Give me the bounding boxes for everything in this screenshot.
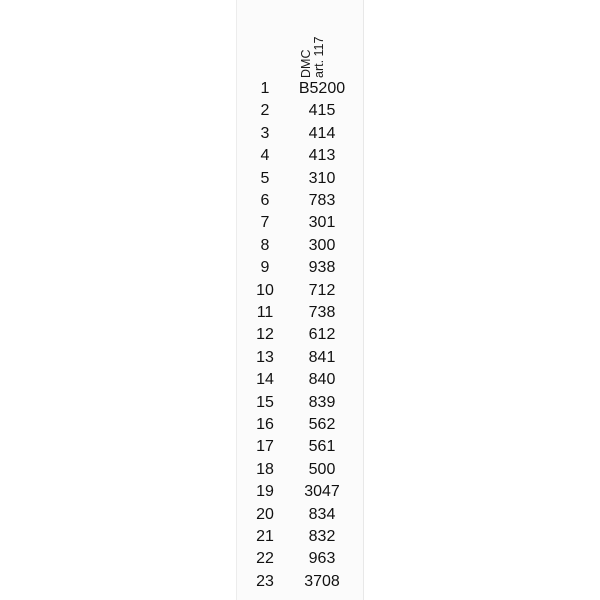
thread-code: 841 bbox=[308, 348, 336, 366]
row-number: 8 bbox=[260, 236, 270, 254]
row-number: 3 bbox=[260, 124, 270, 142]
thread-code: 832 bbox=[308, 528, 336, 545]
row-number: 1 bbox=[260, 80, 270, 97]
thread-code: 783 bbox=[308, 192, 336, 209]
thread-code: 612 bbox=[308, 326, 336, 344]
row-number: 19 bbox=[256, 483, 274, 501]
list-item bbox=[0, 168, 600, 190]
thread-code: 415 bbox=[308, 102, 336, 120]
list-item bbox=[0, 78, 600, 100]
thread-code: 834 bbox=[308, 505, 336, 523]
list-item bbox=[0, 459, 600, 481]
row-number: 16 bbox=[256, 416, 274, 433]
column-header-text bbox=[300, 37, 326, 78]
row-number: 4 bbox=[260, 147, 270, 165]
list-item bbox=[0, 190, 600, 212]
list-item bbox=[0, 145, 600, 167]
thread-code: 3047 bbox=[304, 483, 340, 501]
list-item bbox=[0, 302, 600, 324]
thread-code: 3708 bbox=[304, 572, 340, 590]
thread-code: 963 bbox=[308, 550, 336, 568]
row-number: 20 bbox=[256, 505, 274, 523]
list-item bbox=[0, 436, 600, 458]
thread-code: 500 bbox=[308, 460, 336, 478]
thread-code: B5200 bbox=[298, 80, 346, 97]
thread-code: 839 bbox=[308, 393, 336, 411]
list-item bbox=[0, 235, 600, 257]
list-item bbox=[0, 280, 600, 302]
row-number: 7 bbox=[260, 214, 270, 232]
row-number: 23 bbox=[256, 572, 274, 590]
row-number: 14 bbox=[256, 371, 274, 389]
list-item bbox=[0, 504, 600, 526]
list-item bbox=[0, 369, 600, 391]
row-number: 12 bbox=[256, 326, 274, 344]
thread-code: 712 bbox=[308, 281, 336, 299]
thread-code: 413 bbox=[308, 147, 336, 165]
row-number: 6 bbox=[260, 192, 270, 209]
thread-code: 561 bbox=[308, 438, 336, 456]
row-number: 15 bbox=[256, 393, 274, 411]
list-item bbox=[0, 481, 600, 503]
thread-code: 738 bbox=[308, 304, 336, 321]
row-number: 21 bbox=[256, 528, 274, 545]
thread-code: 301 bbox=[308, 214, 336, 232]
list-item bbox=[0, 324, 600, 346]
row-number: 13 bbox=[256, 348, 274, 366]
list-item bbox=[0, 347, 600, 369]
row-number: 5 bbox=[260, 169, 270, 187]
list-item bbox=[0, 100, 600, 122]
header-brand: DMC bbox=[299, 49, 313, 78]
thread-code: 840 bbox=[308, 371, 336, 389]
row-number: 18 bbox=[256, 460, 274, 478]
thread-code: 414 bbox=[308, 124, 336, 142]
row-number: 9 bbox=[260, 259, 270, 277]
thread-code: 938 bbox=[308, 259, 336, 277]
row-number: 10 bbox=[256, 281, 274, 299]
list-item bbox=[0, 571, 600, 593]
list-item bbox=[0, 392, 600, 414]
column-header bbox=[300, 8, 336, 78]
row-number: 17 bbox=[256, 438, 274, 456]
header-article: art. 117 bbox=[312, 36, 326, 78]
row-number: 2 bbox=[260, 102, 270, 120]
row-number: 11 bbox=[256, 304, 274, 321]
thread-code: 562 bbox=[308, 416, 336, 433]
list-item bbox=[0, 414, 600, 436]
row-number: 22 bbox=[256, 550, 274, 568]
thread-code: 310 bbox=[308, 169, 336, 187]
list-item bbox=[0, 526, 600, 548]
list-item bbox=[0, 212, 600, 234]
list-item bbox=[0, 123, 600, 145]
list-item bbox=[0, 548, 600, 570]
thread-code: 300 bbox=[308, 236, 336, 254]
list-item bbox=[0, 257, 600, 279]
